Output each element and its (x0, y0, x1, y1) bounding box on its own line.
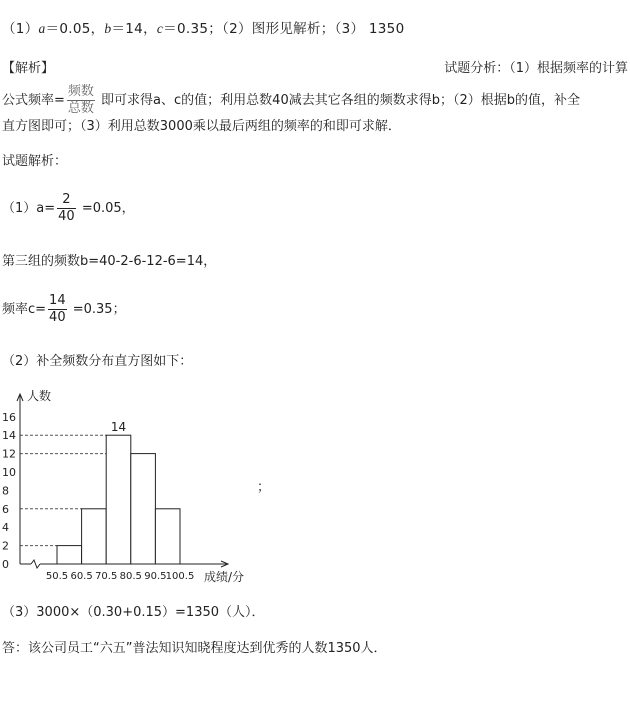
answer-a-value: ＝0.05， (45, 21, 105, 37)
x-tick-50.5: 50.5 (45, 571, 69, 582)
x-tick-60.5: 60.5 (70, 571, 93, 582)
formula-fraction (67, 84, 95, 117)
solution-answer: 答：该公司员工“六五”普法知识知晓程度达到优秀的人数1350人． (2, 641, 387, 656)
bar-50.5-60.5 (57, 546, 82, 564)
bar-90.5-100.5 (155, 509, 180, 564)
solution-c-suffix: =0.35； (68, 302, 126, 317)
y-tick-0: 0 (2, 558, 9, 571)
y-tick-2: 2 (2, 539, 9, 553)
solution-a-fraction (57, 192, 76, 225)
answer-a-var: a (38, 21, 46, 36)
solution-a-numerator: 2 (57, 192, 76, 209)
bar-value-label: 14 (110, 420, 127, 435)
solution-part2: （2）补全频数分布直方图如下： (2, 354, 193, 369)
solution-a-line (2, 192, 135, 225)
answer-c-var: c (156, 21, 164, 36)
answer-c-value: ＝0.35；（2）图形见解析；（3） 1350 (163, 21, 405, 37)
bar-60.5-70.5 (82, 509, 107, 564)
y-tick-10: 10 (2, 466, 16, 479)
y-tick-12: 12 (2, 447, 16, 461)
answer-b-value: ＝14， (111, 21, 157, 37)
solution-title: 试题解析： (2, 154, 68, 169)
answer-b-var: b (104, 21, 112, 36)
x-tick-80.5: 80.5 (119, 571, 142, 582)
formula-label: 公式频率= (2, 93, 65, 108)
analysis-line3: 直方图即可；（3）利用总数3000乘以最后两组的频率的和即可求解． (2, 119, 401, 134)
answer-part1-open: （1） (2, 21, 39, 37)
x-tick-100.5: 100.5 (165, 571, 195, 582)
solution-c-numerator: 14 (49, 293, 66, 308)
y-tick-4: 4 (2, 521, 9, 535)
analysis-intro: 试题分析：（1）根据频率的计算 (444, 61, 628, 76)
solution-c-line (2, 293, 126, 326)
solution-a-prefix: （1）a= (2, 201, 56, 216)
formula-denominator: 总数 (67, 101, 94, 116)
solution-b-line: 第三组的频数b=40-2-6-12-6=14， (2, 254, 217, 269)
x-tick-70.5: 70.5 (95, 571, 118, 582)
axis-break-icon (31, 560, 40, 568)
x-tick-90.5: 90.5 (144, 571, 167, 582)
bar-80.5-90.5 (131, 454, 156, 564)
solution-part3: （3）3000×（0.30+0.15）=1350（人）． (2, 605, 265, 620)
y-tick-14: 14 (2, 429, 16, 443)
analysis-line2-text: 即可求得a、c的值；利用总数40减去其它各组的频数求得b；（2）根据b的值，补全 (96, 93, 580, 108)
y-tick-6: 6 (2, 502, 9, 516)
x-axis-label: 成绩/分 (204, 570, 245, 584)
solution-a-denominator: 40 (58, 209, 75, 224)
bar-70.5-80.5 (106, 435, 131, 564)
solution-c-prefix: 频率c= (2, 302, 47, 317)
solution-c-fraction (48, 293, 67, 326)
semicolon: ； (257, 480, 271, 495)
y-axis-label: 人数 (27, 389, 52, 403)
analysis-formula-line (2, 84, 580, 117)
frequency-histogram (0, 380, 280, 590)
solution-a-suffix: =0.05， (77, 201, 135, 216)
answer-summary (2, 20, 404, 38)
analysis-header: 【解析】 (2, 61, 55, 76)
formula-numerator: 频数 (67, 84, 94, 99)
y-tick-8: 8 (2, 484, 9, 498)
y-tick-16: 16 (2, 410, 16, 424)
solution-c-denominator: 40 (49, 310, 66, 325)
